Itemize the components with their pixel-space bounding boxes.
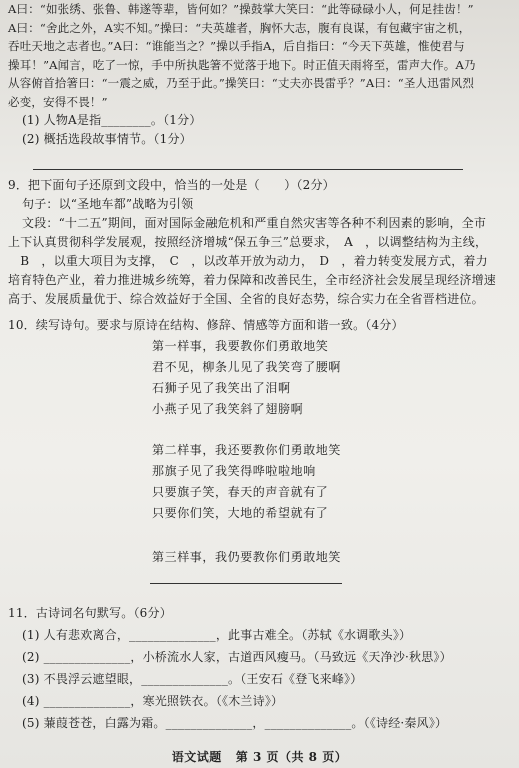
poem-line: 第一样事，我要教你们勇敢地笑 bbox=[152, 339, 329, 353]
question-8-1: (1) 人物A是指________。（1分） bbox=[22, 113, 202, 127]
poem-stanza-2 bbox=[152, 440, 341, 524]
poem-stanza-1 bbox=[152, 336, 341, 420]
poem-line: 只要旗子笑，春天的声音就有了 bbox=[152, 485, 329, 499]
poem-line: 第三样事，我仍要教你们勇敢地笑 bbox=[152, 550, 342, 564]
answer-line-q10[interactable] bbox=[150, 583, 342, 584]
question-10 bbox=[0, 316, 519, 335]
question-11 bbox=[0, 602, 519, 734]
passage-line: 从容俯首拾箸曰：“一震之威，乃至于此。”操笑曰：“丈夫亦畏雷乎？”A曰：“圣人迅雷风烈 bbox=[8, 76, 475, 90]
question-9-passage-line: 文段：“十二五”期间，面对国际金融危机和严重自然灾害等各种不利因素的影响，全市 bbox=[22, 216, 487, 230]
passage-line: 必变，安得不畏！” bbox=[8, 94, 108, 109]
poem-line: 小燕子见了我笑斜了翅膀啊 bbox=[152, 402, 304, 416]
footer-subject: 语文试题 bbox=[171, 750, 222, 764]
passage-top bbox=[0, 0, 519, 149]
passage-line: A曰：“如张绣、张鲁、韩遂等辈，皆何如？”操鼓掌大笑曰：“此等碌碌小人，何足挂齿！” bbox=[8, 2, 474, 16]
passage-line: 操耳！”A闻言，吃了一惊，手中所执匙箸不觉落于地下。时正值天雨将至，雷声大作。A乃 bbox=[8, 57, 476, 72]
question-11-item[interactable]: (2) ______________，小桥流水人家，古道西风瘦马。（马致远《天净沙·秋思》） bbox=[22, 650, 452, 664]
question-11-item[interactable]: (3) 不畏浮云遮望眼，______________。（王安石《登飞来峰》） bbox=[22, 672, 363, 686]
passage-line: A曰：“舍此之外，A实不知。”操曰：“夫英雄者，胸怀大志，腹有良谋，有包藏宇宙之机， bbox=[8, 20, 471, 35]
question-9-sentence: 句子：以“圣地车都”战略为引领 bbox=[22, 197, 194, 211]
poem-line: 君不见，柳条儿见了我笑弯了腰啊 bbox=[152, 360, 342, 374]
question-9 bbox=[0, 176, 519, 309]
question-9-passage-line: 上下认真贯彻科学发展观，按照经济增城“保五争三”总要求， A ，以调整结构为主线， bbox=[8, 235, 488, 249]
question-8-2: (2) 概括选段故事情节。（1分） bbox=[22, 132, 192, 146]
question-9-title: 9．把下面句子还原到文段中，恰当的一处是（ ）（2分） bbox=[8, 178, 335, 192]
answer-line-q8[interactable] bbox=[33, 169, 463, 170]
poem-line: 那旗子见了我笑得哗啦啦地响 bbox=[152, 464, 316, 478]
question-9-passage-line: 培育特色产业，着力推进城乡统筹，着力保障和改善民生，全市经济社会发展呈现经济增速 bbox=[8, 273, 497, 287]
poem-line: 第二样事，我还要教你们勇敢地笑 bbox=[152, 443, 342, 457]
poem-line: 石狮子见了我笑出了泪啊 bbox=[152, 381, 291, 395]
question-11-item[interactable]: (1) 人有悲欢离合，______________，此事古难全。（苏轼《水调歌头》） bbox=[22, 628, 412, 642]
question-9-passage-line: 高于、发展质量优于、综合效益好于全国、全省的良好态势，综合实力在全省晋档进位。 bbox=[8, 292, 484, 306]
passage-line: 吞吐天地之志者也。”A曰：“谁能当之？”操以手指A，后自指曰：“今天下英雄，惟使君与 bbox=[8, 39, 465, 53]
poem-stanza-3 bbox=[152, 547, 341, 568]
poem-line: 只要你们笑，大地的希望就有了 bbox=[152, 506, 329, 520]
question-11-item[interactable]: (5) 蒹葭苍苍，白露为霜。______________，______________。（《诗经·秦风》） bbox=[22, 716, 448, 730]
footer-page-number: 第 3 页（共 8 页） bbox=[235, 750, 348, 764]
question-11-item[interactable]: (4) ______________，寒光照铁衣。（《木兰诗》） bbox=[22, 694, 284, 708]
page-footer bbox=[0, 748, 519, 765]
question-11-title: 11．古诗词名句默写。（6分） bbox=[8, 606, 172, 620]
question-9-passage-line: B ，以重大项目为支撑， C ，以改革开放为动力， D ，着力转变发展方式，着力 bbox=[8, 254, 488, 268]
question-10-title: 10．续写诗句。要求与原诗在结构、修辞、情感等方面和谐一致。（4分） bbox=[8, 318, 404, 332]
